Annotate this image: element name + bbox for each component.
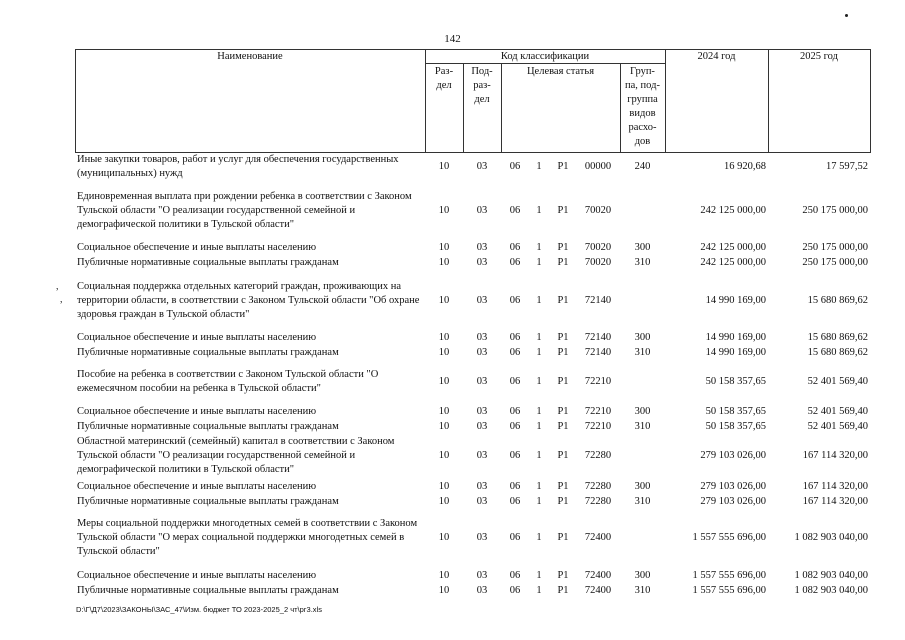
row-y2025: 52 401 569,40 [807,376,868,387]
table-row [0,153,905,181]
row-cs2: 1 [536,205,542,216]
row-y2025: 1 082 903 040,00 [794,570,868,581]
row-y2024: 279 103 026,00 [700,450,766,461]
row-cs2: 1 [536,332,542,343]
row-cs4: 72210 [584,421,612,432]
row-podrazdel: 03 [476,257,488,268]
row-vr: 300 [634,481,651,492]
row-cs1: 06 [509,532,521,543]
row-cs3: P1 [557,295,569,306]
row-podrazdel: 03 [476,421,488,432]
row-cs3: P1 [557,532,569,543]
row-y2025: 250 175 000,00 [802,257,868,268]
header-group: Груп- па, под- группа видов расхо- дов [625,66,660,147]
row-podrazdel: 03 [476,376,488,387]
row-podrazdel: 03 [476,205,488,216]
row-y2025: 15 680 869,62 [807,295,868,306]
row-name: Социальное обеспечение и иные выплаты населению [77,242,317,253]
row-cs1: 06 [509,570,521,581]
row-cs4: 00000 [584,161,612,172]
row-y2024: 14 990 169,00 [705,295,766,306]
row-cs1: 06 [509,295,521,306]
row-y2025: 250 175 000,00 [802,205,868,216]
row-y2024: 242 125 000,00 [700,242,766,253]
row-vr: 310 [634,585,651,596]
row-cs4: 72280 [584,450,612,461]
row-razdel: 10 [438,257,450,268]
row-cs1: 06 [509,161,521,172]
row-cs3: P1 [557,406,569,417]
row-cs2: 1 [536,532,542,543]
row-cs3: P1 [557,481,569,492]
row-razdel: 10 [438,421,450,432]
row-razdel: 10 [438,481,450,492]
row-y2025: 52 401 569,40 [807,406,868,417]
row-podrazdel: 03 [476,406,488,417]
row-razdel: 10 [438,406,450,417]
row-cs3: P1 [557,161,569,172]
table-row [0,405,905,419]
row-cs1: 06 [509,332,521,343]
table-row [0,256,905,270]
row-cs1: 06 [509,257,521,268]
row-cs4: 72140 [584,295,612,306]
row-cs4: 72280 [584,481,612,492]
header-target: Целевая статья [526,66,595,77]
row-vr: 240 [634,161,651,172]
row-cs1: 06 [509,421,521,432]
row-cs2: 1 [536,481,542,492]
row-cs2: 1 [536,161,542,172]
file-path-footer: D:\Г\Д7\2023\ЗАКОНЫ\ЗАС_47\Изм. бюджет ТО 2023-2025_2 чт\рг3.xls [76,605,322,614]
margin-mark: , [60,294,63,305]
row-razdel: 10 [438,532,450,543]
row-cs2: 1 [536,496,542,507]
row-y2024: 16 920,68 [724,161,766,172]
row-vr: 300 [634,570,651,581]
row-podrazdel: 03 [476,570,488,581]
row-y2024: 1 557 555 696,00 [692,585,766,596]
header-code: Код классификации [500,51,590,62]
row-cs2: 1 [536,421,542,432]
row-razdel: 10 [438,570,450,581]
row-cs1: 06 [509,205,521,216]
row-cs2: 1 [536,347,542,358]
page-number: 142 [444,33,461,45]
row-podrazdel: 03 [476,585,488,596]
row-razdel: 10 [438,496,450,507]
row-y2024: 50 158 357,65 [705,421,766,432]
row-cs3: P1 [557,332,569,343]
row-cs2: 1 [536,585,542,596]
row-razdel: 10 [438,376,450,387]
row-podrazdel: 03 [476,532,488,543]
row-cs1: 06 [509,376,521,387]
row-name: Социальная поддержка отдельных категорий граждан, проживающих на территории области, в соответствии с Законом Тульской области "Об охране здоровья граждан в Тульской области" [77,281,420,320]
row-podrazdel: 03 [476,450,488,461]
scan-speck [845,14,848,17]
header-section: Раз- дел [434,66,454,91]
row-y2025: 167 114 320,00 [802,450,868,461]
row-razdel: 10 [438,295,450,306]
row-name: Единовременная выплата при рождении ребенка в соответствии с Законом Тульской области "О реализации государственной семейной и демографической политики в Тульской области" [77,191,412,230]
row-vr: 300 [634,332,651,343]
row-y2025: 167 114 320,00 [802,481,868,492]
header-name: Наименование [217,51,283,62]
row-podrazdel: 03 [476,242,488,253]
row-cs1: 06 [509,496,521,507]
row-vr: 310 [634,496,651,507]
row-cs2: 1 [536,242,542,253]
row-name: Социальное обеспечение и иные выплаты населению [77,406,317,417]
header-2024: 2024 год [697,51,736,62]
row-cs1: 06 [509,347,521,358]
row-y2025: 17 597,52 [826,161,868,172]
header-subsection: Под- раз- дел [471,66,493,105]
row-name: Социальное обеспечение и иные выплаты населению [77,332,317,343]
row-cs4: 72400 [584,532,612,543]
row-cs4: 70020 [584,257,612,268]
row-vr: 300 [634,406,651,417]
row-cs4: 72140 [584,347,612,358]
row-name: Публичные нормативные социальные выплаты гражданам [77,421,339,432]
row-vr: 310 [634,347,651,358]
row-cs4: 70020 [584,242,612,253]
row-vr: 300 [634,242,651,253]
row-cs4: 70020 [584,205,612,216]
row-y2024: 279 103 026,00 [700,481,766,492]
row-cs3: P1 [557,205,569,216]
row-cs4: 72400 [584,570,612,581]
row-podrazdel: 03 [476,332,488,343]
table-row [0,280,905,322]
row-cs2: 1 [536,450,542,461]
row-y2024: 279 103 026,00 [700,496,766,507]
row-cs3: P1 [557,450,569,461]
row-name: Меры социальной поддержки многодетных семей в соответствии с Законом Тульской области "О мерах социальной поддержки многодетных семей в Тульской области" [77,518,418,557]
header-2025: 2025 год [800,51,838,62]
row-name: Публичные нормативные социальные выплаты гражданам [77,347,339,358]
row-vr: 310 [634,257,651,268]
row-cs3: P1 [557,242,569,253]
row-cs1: 06 [509,450,521,461]
table-row [0,368,905,396]
row-name: Публичные нормативные социальные выплаты гражданам [77,585,339,596]
row-cs3: P1 [557,585,569,596]
table-row [0,480,905,494]
row-y2025: 1 082 903 040,00 [794,585,868,596]
row-y2025: 167 114 320,00 [802,496,868,507]
row-cs4: 72140 [584,332,612,343]
row-name: Социальное обеспечение и иные выплаты населению [77,481,317,492]
row-cs3: P1 [557,496,569,507]
row-cs4: 72210 [584,376,612,387]
row-name: Социальное обеспечение и иные выплаты населению [77,570,317,581]
row-razdel: 10 [438,332,450,343]
row-razdel: 10 [438,450,450,461]
row-razdel: 10 [438,585,450,596]
row-razdel: 10 [438,347,450,358]
row-y2024: 1 557 555 696,00 [692,570,766,581]
table-row [0,190,905,232]
row-cs3: P1 [557,257,569,268]
row-cs2: 1 [536,376,542,387]
table-row [0,517,905,559]
row-name: Пособие на ребенка в соответствии с Законом Тульской области "О ежемесячном пособии на ребенка в Тульской области" [77,369,379,394]
table-row [0,495,905,509]
row-podrazdel: 03 [476,347,488,358]
row-cs2: 1 [536,257,542,268]
row-y2024: 242 125 000,00 [700,257,766,268]
row-cs1: 06 [509,585,521,596]
row-y2024: 14 990 169,00 [705,347,766,358]
row-razdel: 10 [438,242,450,253]
row-cs4: 72400 [584,585,612,596]
row-y2025: 1 082 903 040,00 [794,532,868,543]
row-vr: 310 [634,421,651,432]
row-y2024: 1 557 555 696,00 [692,532,766,543]
row-razdel: 10 [438,205,450,216]
row-name: Публичные нормативные социальные выплаты гражданам [77,257,339,268]
table-row [0,435,905,477]
table-row [0,346,905,360]
row-y2025: 15 680 869,62 [807,347,868,358]
margin-mark: , [56,281,59,292]
row-cs2: 1 [536,406,542,417]
row-y2025: 52 401 569,40 [807,421,868,432]
row-name: Иные закупки товаров, работ и услуг для обеспечения государственных (муниципальных) нужд [77,154,399,179]
row-razdel: 10 [438,161,450,172]
row-cs3: P1 [557,570,569,581]
table-row [0,569,905,583]
row-podrazdel: 03 [476,161,488,172]
row-cs2: 1 [536,295,542,306]
row-y2024: 14 990 169,00 [705,332,766,343]
table-row [0,420,905,434]
row-cs1: 06 [509,242,521,253]
row-cs3: P1 [557,347,569,358]
row-cs4: 72210 [584,406,612,417]
row-cs3: P1 [557,421,569,432]
row-name: Публичные нормативные социальные выплаты гражданам [77,496,339,507]
row-y2025: 15 680 869,62 [807,332,868,343]
row-y2024: 242 125 000,00 [700,205,766,216]
row-podrazdel: 03 [476,295,488,306]
table-row [0,241,905,255]
row-y2025: 250 175 000,00 [802,242,868,253]
row-cs1: 06 [509,481,521,492]
table-row [0,331,905,345]
row-cs4: 72280 [584,496,612,507]
row-podrazdel: 03 [476,481,488,492]
row-podrazdel: 03 [476,496,488,507]
row-cs2: 1 [536,570,542,581]
row-y2024: 50 158 357,65 [705,406,766,417]
row-cs3: P1 [557,376,569,387]
row-name: Областной материнский (семейный) капитал в соответствии с Законом Тульской области "О реализации государственной семейной и демографической политики в Тульской области" [77,436,395,475]
table-row [0,584,905,598]
row-cs1: 06 [509,406,521,417]
row-y2024: 50 158 357,65 [705,376,766,387]
